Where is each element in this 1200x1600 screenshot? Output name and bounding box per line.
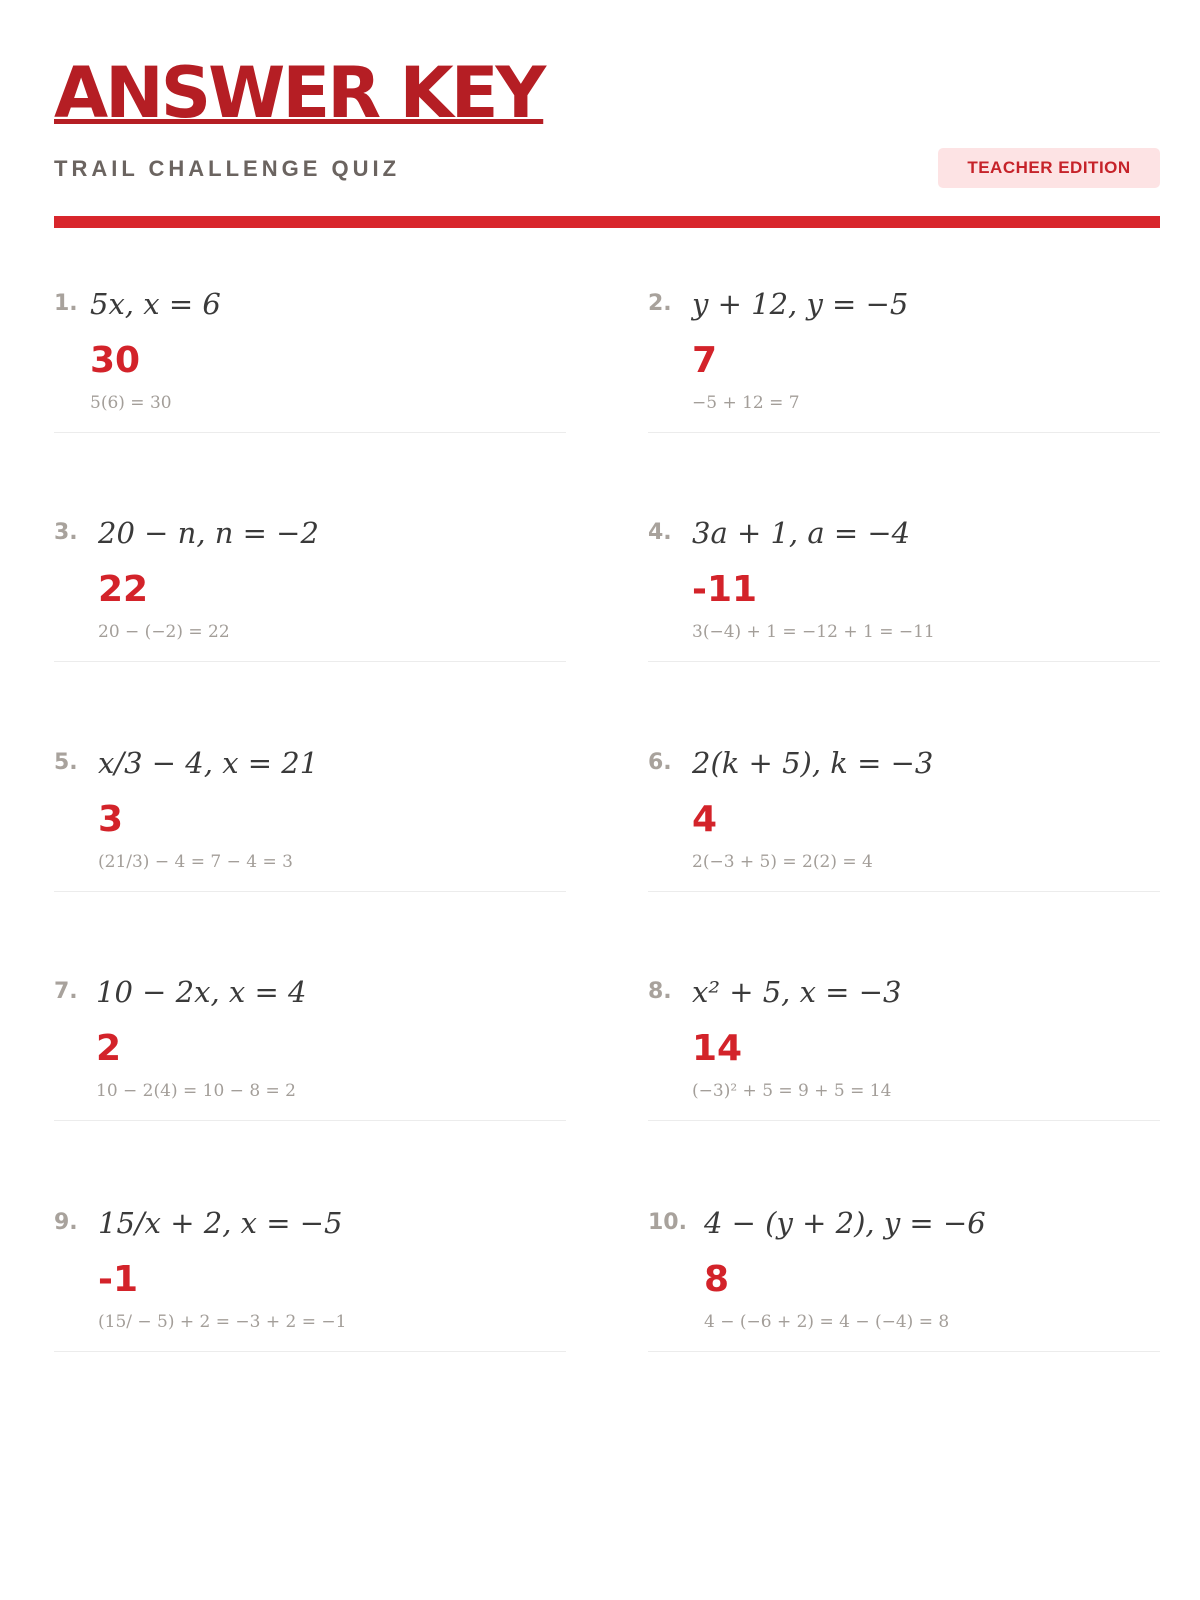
problem-work: 2(−3 + 5) = 2(2) = 4: [692, 852, 873, 872]
problem-answer: 30: [90, 340, 141, 381]
problem-number: 10.: [648, 1210, 687, 1235]
problem-answer: 8: [704, 1259, 730, 1300]
problem-item: [648, 516, 1160, 662]
problem-item: [54, 975, 566, 1121]
problem-work: (−3)² + 5 = 9 + 5 = 14: [692, 1081, 892, 1101]
problem-number: 2.: [648, 291, 672, 316]
problem-expression: 15/x + 2, x = −5: [98, 1206, 343, 1240]
problem-item: [648, 1206, 1160, 1352]
answer-key-page: [54, 0, 1160, 1600]
problem-expression: 10 − 2x, x = 4: [96, 975, 307, 1009]
problem-answer: 3: [98, 799, 124, 840]
problem-item: [54, 1206, 566, 1352]
problem-item: [54, 516, 566, 662]
problem-answer: 2: [96, 1028, 122, 1069]
problem-expression: y + 12, y = −5: [692, 287, 909, 321]
problem-number: 7.: [54, 979, 78, 1004]
problem-expression: 3a + 1, a = −4: [692, 516, 911, 550]
quiz-subtitle: TRAIL CHALLENGE QUIZ: [54, 156, 401, 181]
page-title: ANSWER KEY: [54, 52, 544, 134]
problem-answer: 7: [692, 340, 718, 381]
problem-expression: 5x, x = 6: [90, 287, 221, 321]
problem-answer: -1: [98, 1259, 138, 1300]
problem-expression: 2(k + 5), k = −3: [692, 746, 934, 780]
problem-work: 10 − 2(4) = 10 − 8 = 2: [96, 1081, 296, 1101]
problem-expression: 20 − n, n = −2: [98, 516, 319, 550]
problem-item: [648, 975, 1160, 1121]
problem-expression: x² + 5, x = −3: [692, 975, 902, 1009]
problem-answer: 22: [98, 569, 149, 610]
problem-item: [648, 746, 1160, 892]
problem-work: 5(6) = 30: [90, 393, 172, 413]
problem-grid: [54, 0, 1160, 1600]
problem-number: 1.: [54, 291, 78, 316]
problem-number: 3.: [54, 520, 78, 545]
problem-expression: x/3 − 4, x = 21: [98, 746, 319, 780]
problem-number: 6.: [648, 750, 672, 775]
problem-item: [54, 746, 566, 892]
problem-work: 4 − (−6 + 2) = 4 − (−4) = 8: [704, 1312, 950, 1332]
problem-item: [54, 287, 566, 433]
problem-answer: -11: [692, 569, 758, 610]
problem-work: (15/ − 5) + 2 = −3 + 2 = −1: [98, 1312, 347, 1332]
problem-number: 8.: [648, 979, 672, 1004]
problem-item: [648, 287, 1160, 433]
problem-number: 5.: [54, 750, 78, 775]
problem-work: 20 − (−2) = 22: [98, 622, 230, 642]
problem-work: (21/3) − 4 = 7 − 4 = 3: [98, 852, 293, 872]
problem-expression: 4 − (y + 2), y = −6: [704, 1206, 986, 1240]
problem-answer: 4: [692, 799, 718, 840]
problem-answer: 14: [692, 1028, 743, 1069]
problem-number: 9.: [54, 1210, 78, 1235]
problem-work: −5 + 12 = 7: [692, 393, 800, 413]
problem-number: 4.: [648, 520, 672, 545]
problem-work: 3(−4) + 1 = −12 + 1 = −11: [692, 622, 935, 642]
teacher-edition-badge: TEACHER EDITION: [938, 148, 1160, 188]
